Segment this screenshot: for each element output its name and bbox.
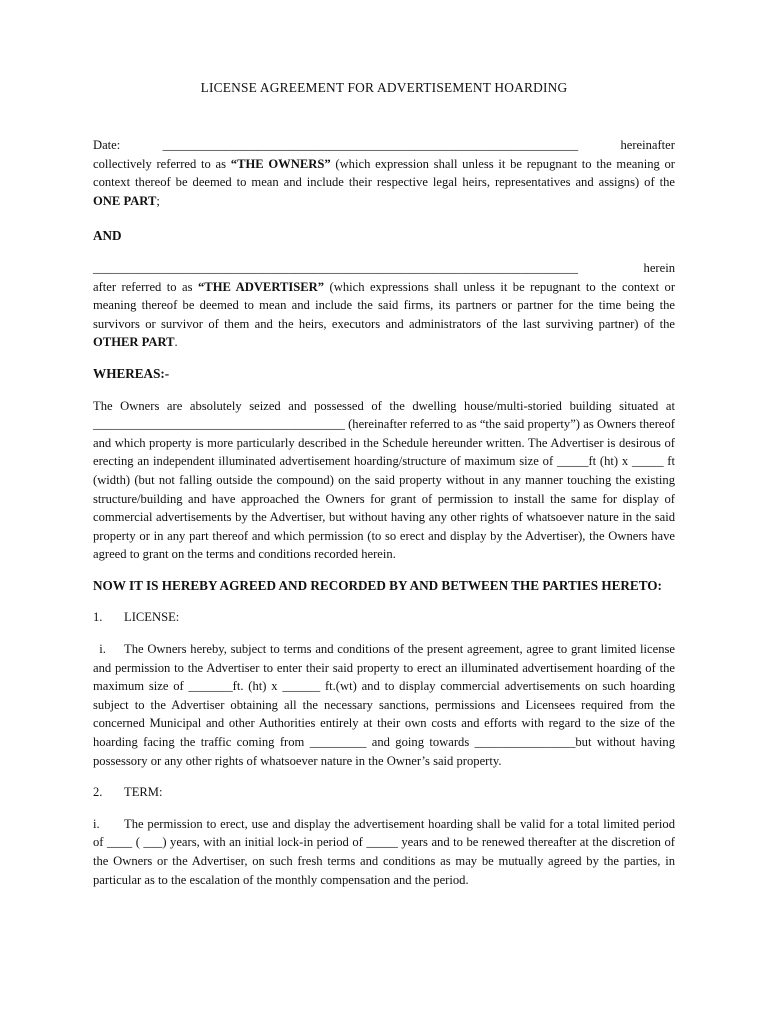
advertiser-blank-tail: herein	[643, 260, 675, 275]
section-1-item-marker	[93, 640, 124, 659]
one-part-term: ONE PART	[93, 193, 157, 208]
section-2-item-i	[93, 815, 675, 889]
section-1-heading	[93, 608, 675, 627]
advertiser-paragraph	[93, 278, 675, 352]
section-1-number: 1.	[93, 610, 103, 625]
owners-term: “THE OWNERS”	[230, 156, 331, 171]
other-part-term: OTHER PART	[93, 335, 175, 350]
section-1-label: LICENSE:	[124, 610, 180, 625]
advertiser-text-c: (which expressions shall unless it be repugnant to the context or meaning thereof be deemed to mean and include the said firms, its partners or partner for the time being the survivors or survivor of them and the heirs, executors and administrators of the last surviving partner) of the	[93, 279, 676, 331]
section-1-item-i	[93, 640, 675, 770]
section-2-heading	[93, 783, 675, 802]
section-2-item-text: The permission to erect, use and display the advertisement hoarding shall be valid for a total limited period of ____ ( ___) years, with an initial lock-in period of _____ years and to be renewed thereafter at the discretion of the Owners or the Advertiser, on such fresh terms and conditions as may be mutually agreed by the parties, in particular as to the escalation of the monthly compensation and the period.	[93, 816, 675, 887]
date-line	[93, 136, 675, 155]
advertiser-text-a: after referred to as	[93, 279, 198, 294]
advertiser-blank: _____________________________________________________________________________	[93, 260, 578, 275]
owners-text-c: (which expression shall unless it be repugnant to the meaning or context thereof be deemed to mean and include their respective legal heirs, representatives and assigns) of the	[93, 156, 676, 190]
and-heading: AND	[93, 228, 122, 244]
date-blank: __________________________________________________________________	[162, 138, 579, 152]
advertiser-text-e: .	[174, 335, 178, 350]
whereas-heading: WHEREAS:-	[93, 365, 170, 381]
section-2-label: TERM:	[124, 785, 163, 800]
document-page	[93, 80, 675, 889]
date-tail: hereinafter	[620, 138, 675, 152]
owners-paragraph	[93, 155, 675, 211]
document-title: LICENSE AGREEMENT FOR ADVERTISEMENT HOARDING	[200, 80, 568, 95]
section-1-item-text: The Owners hereby, subject to terms and conditions of the present agreement, agree to grant limited license and permission to the Advertiser to enter their said property to erect an illuminated advertisement hoarding of the maximum size of _______ft. (ht) x ______ ft.(wt) and to display commercial advertisements on such hoarding subject to the Advertiser obtaining all the necessary sanctions, permissions and Licensees required from the concerned Municipal and other Authorities entirely at their own costs and efforts with regard to the size of the hoarding facing the traffic coming from _________ and going towards ________________but without having possessory or any other rights of whatsoever nature in the Owner’s said property.	[93, 642, 675, 768]
date-label: Date:	[93, 138, 121, 152]
section-1-item-marker-text: i.	[99, 642, 106, 657]
owners-text-a: collectively referred to as	[93, 156, 231, 171]
owners-text-e: ;	[156, 193, 160, 208]
section-2-number: 2.	[93, 785, 103, 800]
whereas-paragraph: The Owners are absolutely seized and possessed of the dwelling house/multi-storied building situated at ________________________________________ (hereinafter referred to as “the said property”) as Owners thereof and which property is more particularly described in the Schedule hereunder written. The Advertiser is desirous of erecting an independent illuminated advertisement hoarding/structure of maximum size of _____ft (ht) x _____ ft (width) (but not falling outside the compound) on the said property without in any manner touching the existing structure/building and have approached the Owners for grant of permission to install the same for display of commercial advertisements by the Advertiser, but without having any other rights of whatsoever nature in the said property or in any part thereof and which permission (to so erect and display by the Advertiser), the Owners have agreed to grant on the terms and conditions recorded herein.	[93, 398, 675, 562]
advertiser-term: “THE ADVERTISER”	[198, 279, 325, 294]
advertiser-blank-line	[93, 259, 675, 278]
section-2-item-marker: i.	[93, 816, 100, 831]
agreed-heading: NOW IT IS HEREBY AGREED AND RECORDED BY AND BETWEEN THE PARTIES HERETO:	[93, 577, 662, 593]
